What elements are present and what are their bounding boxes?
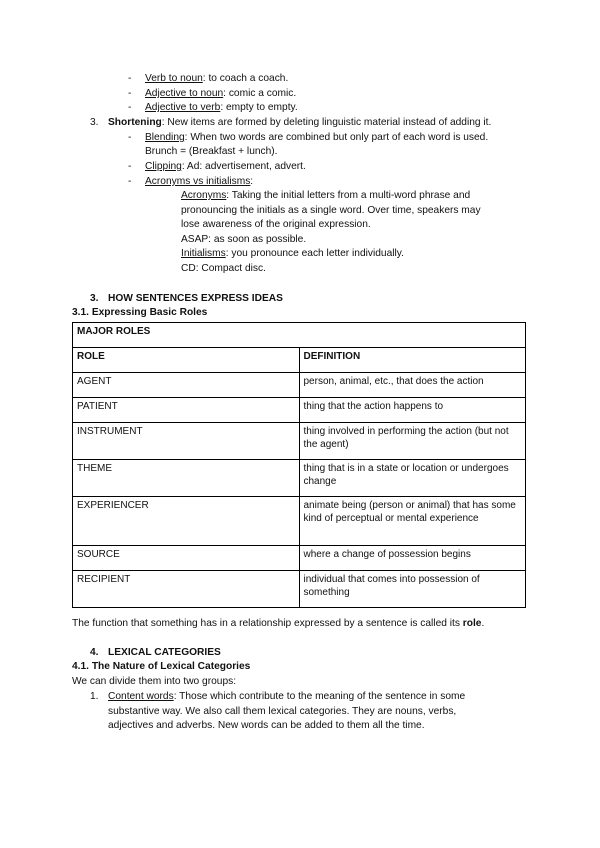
intro-text: We can divide them into two groups: bbox=[72, 676, 237, 687]
list-dash: - bbox=[128, 161, 132, 172]
table-row bbox=[73, 460, 526, 497]
content-words-paragraph: Content words: Those which contribute to the meaning of the sentence in some bbox=[108, 691, 466, 702]
definition-cell: thing that is in a state or location or undergoes change bbox=[299, 460, 526, 497]
table-row bbox=[73, 571, 526, 608]
role-term: role bbox=[462, 618, 482, 629]
term: Shortening bbox=[108, 117, 162, 128]
list-dash: - bbox=[128, 176, 132, 187]
column-header-definition: DEFINITION bbox=[299, 348, 526, 373]
role-cell: EXPERIENCER bbox=[73, 497, 300, 546]
acronyms-line: lose awareness of the original expression. bbox=[181, 219, 371, 230]
table-row bbox=[73, 373, 526, 398]
list-dash: - bbox=[128, 88, 132, 99]
term: Adjective to noun bbox=[145, 88, 224, 99]
table-row bbox=[73, 546, 526, 571]
section-heading: LEXICAL CATEGORIES bbox=[108, 647, 221, 658]
subsection-heading: 3.1. Expressing Basic Roles bbox=[72, 307, 208, 318]
definition-cell: person, animal, etc., that does the action bbox=[299, 373, 526, 398]
term: Blending bbox=[145, 132, 185, 143]
definition-cell: thing involved in performing the action (but not the agent) bbox=[299, 423, 526, 460]
content-words-line: adjectives and adverbs. New words can be added to them all the time. bbox=[108, 720, 425, 731]
table-caption-row bbox=[73, 323, 526, 348]
definition: : New items are formed by deleting linguistic material instead of adding it. bbox=[161, 117, 492, 128]
role-cell: PATIENT bbox=[73, 398, 300, 423]
subsection-heading: 4.1. The Nature of Lexical Categories bbox=[72, 661, 251, 672]
table-row bbox=[73, 398, 526, 423]
acronyms-vs-initialisms-item: Acronyms vs initialisms: bbox=[145, 176, 254, 187]
list-dash: - bbox=[128, 73, 132, 84]
role-cell: INSTRUMENT bbox=[73, 423, 300, 460]
definition: : Ad: advertisement, advert. bbox=[181, 161, 306, 172]
content-words-line: substantive way. We also call them lexical categories. They are nouns, verbs, bbox=[108, 706, 457, 717]
definition-cell: where a change of possession begins bbox=[299, 546, 526, 571]
shortening-paragraph bbox=[108, 117, 491, 129]
section-heading: HOW SENTENCES EXPRESS IDEAS bbox=[108, 293, 283, 304]
role-cell: RECIPIENT bbox=[73, 571, 300, 608]
list-item-verb-to-noun bbox=[145, 73, 288, 85]
list-item-adjective-to-noun bbox=[145, 88, 296, 100]
role-cell: AGENT bbox=[73, 373, 300, 398]
list-dash: - bbox=[128, 102, 132, 113]
list-dash: - bbox=[128, 132, 132, 143]
list-number: 3. bbox=[90, 117, 99, 128]
term: Initialisms bbox=[181, 248, 226, 259]
definition-cell: animate being (person or animal) that has some kind of perceptual or mental experience bbox=[299, 497, 526, 546]
acronyms-line: pronouncing the initials as a single word. Over time, speakers may bbox=[181, 205, 481, 216]
term: Acronyms bbox=[181, 190, 227, 201]
section-number: 4. bbox=[90, 647, 99, 658]
definition-cell: thing that the action happens to bbox=[299, 398, 526, 423]
role-cell: SOURCE bbox=[73, 546, 300, 571]
table-row bbox=[73, 497, 526, 546]
column-header-role: ROLE bbox=[73, 348, 300, 373]
roles-table bbox=[72, 322, 526, 608]
definition: : comic a comic. bbox=[223, 88, 297, 99]
table-row bbox=[73, 423, 526, 460]
definition: : empty to empty. bbox=[220, 102, 298, 113]
definition-cell: individual that comes into possession of something bbox=[299, 571, 526, 608]
initialisms-example: CD: Compact disc. bbox=[181, 263, 266, 274]
blending-example: Brunch = (Breakfast + lunch). bbox=[145, 146, 278, 157]
list-number: 1. bbox=[90, 691, 99, 702]
initialisms-paragraph: Initialisms: you pronounce each letter individually. bbox=[181, 248, 404, 259]
term: Adjective to verb bbox=[145, 102, 221, 113]
acronyms-paragraph: Acronyms: Taking the initial letters from a multi-word phrase and bbox=[181, 190, 471, 201]
table-header-row bbox=[73, 348, 526, 373]
acronyms-example: ASAP: as soon as possible. bbox=[181, 234, 307, 245]
term: Verb to noun bbox=[145, 73, 203, 84]
table-caption: MAJOR ROLES bbox=[73, 323, 526, 348]
term: Acronyms vs initialisms bbox=[145, 176, 251, 187]
role-cell: THEME bbox=[73, 460, 300, 497]
clipping-item bbox=[145, 161, 306, 173]
role-sentence: The function that something has in a relationship expressed by a sentence is called its role. bbox=[72, 618, 485, 629]
section-number: 3. bbox=[90, 293, 99, 304]
blending-item bbox=[145, 132, 488, 144]
list-item-adjective-to-verb bbox=[145, 102, 298, 114]
term: Content words bbox=[108, 691, 174, 702]
term: Clipping bbox=[145, 161, 182, 172]
definition: : to coach a coach. bbox=[202, 73, 289, 84]
definition: : When two words are combined but only part of each word is used. bbox=[184, 132, 489, 143]
